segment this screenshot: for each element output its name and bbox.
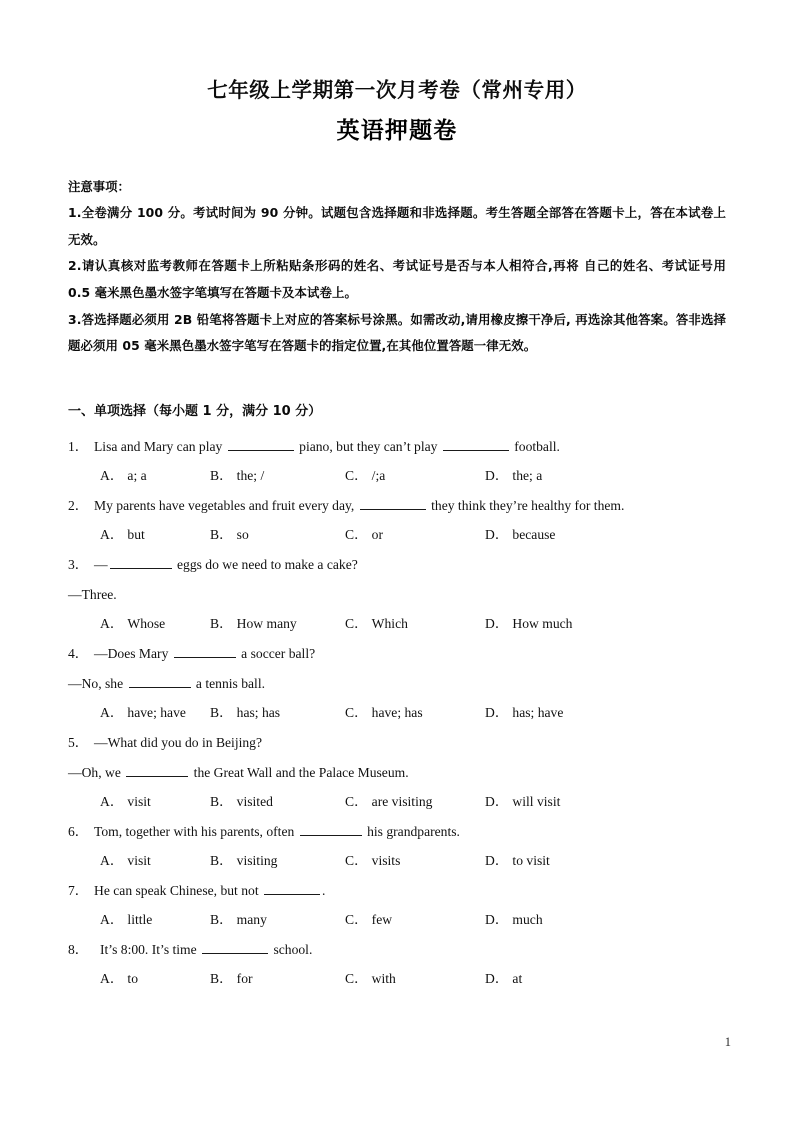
option-d[interactable]: D． to visit xyxy=(485,852,550,868)
answer-blank[interactable] xyxy=(129,674,191,688)
option-c[interactable]: C． have; has xyxy=(345,704,423,720)
option-a[interactable]: A． a; a xyxy=(100,467,147,483)
question-2 xyxy=(68,486,726,545)
question-4 xyxy=(68,634,726,723)
question-3 xyxy=(68,545,726,634)
answer-blank[interactable] xyxy=(443,437,509,451)
stem-text: It’s 8:00. It’s time xyxy=(100,941,201,957)
question-continuation: —Three. xyxy=(68,586,117,602)
option-c[interactable]: C． are visiting xyxy=(345,793,433,809)
question-continuation xyxy=(68,664,726,694)
cont-text: —No, she xyxy=(68,675,127,691)
option-b[interactable]: B． so xyxy=(210,526,249,542)
question-stem xyxy=(68,723,726,753)
option-d[interactable]: D． at xyxy=(485,970,523,986)
option-b[interactable]: B． has; has xyxy=(210,704,281,720)
option-b[interactable]: B． the; / xyxy=(210,467,265,483)
answer-blank[interactable] xyxy=(264,881,320,895)
option-b[interactable]: B． many xyxy=(210,911,267,927)
option-a[interactable]: A． visit xyxy=(100,852,151,868)
answer-blank[interactable] xyxy=(174,644,236,658)
question-number: 2． xyxy=(68,497,89,513)
notice-item-2: 2.请认真核对监考教师在答题卡上所粘贴条形码的姓名、考试证号是否与本人相符合,再将 自己的姓名、考试证号用 0.5 毫米黑色墨水签字笔填写在答题卡及本试卷上。 xyxy=(68,258,726,300)
notice-item-1: 1.全卷满分 100 分。考试时间为 90 分钟。试题包含选择题和非选择题。考生答题全部答在答题卡上，答在本试卷上无效。 xyxy=(68,204,726,247)
stem-text: a soccer ball? xyxy=(237,645,316,661)
stem-text: football. xyxy=(510,438,560,454)
option-d[interactable]: D． will visit xyxy=(485,793,561,809)
option-c[interactable]: C． visits xyxy=(345,852,401,868)
option-a[interactable]: A． have; have xyxy=(100,704,186,720)
option-b[interactable]: B． visiting xyxy=(210,852,278,868)
question-continuation xyxy=(68,753,726,783)
question-stem xyxy=(68,634,726,664)
question-number: 5． xyxy=(68,734,89,750)
question-5 xyxy=(68,723,726,812)
page-subtitle: 英语押题卷 xyxy=(336,117,458,144)
cont-text: a tennis ball. xyxy=(192,675,266,691)
stem-text: Tom, together with his parents, often xyxy=(94,823,298,839)
option-b[interactable]: B． for xyxy=(210,970,253,986)
stem-text: He can speak Chinese, but not xyxy=(94,882,262,898)
option-d[interactable]: D． How much xyxy=(485,615,573,631)
question-stem xyxy=(68,812,726,842)
option-row xyxy=(68,605,726,634)
question-stem xyxy=(68,871,726,901)
stem-text: My parents have vegetables and fruit every day, xyxy=(94,497,358,513)
option-a[interactable]: A． visit xyxy=(100,793,151,809)
option-c[interactable]: C． with xyxy=(345,970,396,986)
question-number: 7． xyxy=(68,882,89,898)
option-row xyxy=(68,842,726,871)
option-a[interactable]: A． to xyxy=(100,970,138,986)
stem-text: his grandparents. xyxy=(363,823,460,839)
option-a[interactable]: A． but xyxy=(100,526,145,542)
answer-blank[interactable] xyxy=(228,437,294,451)
question-number: 8． xyxy=(68,941,89,957)
answer-blank[interactable] xyxy=(110,555,172,569)
notice-heading: 注意事项： xyxy=(68,179,130,195)
option-row xyxy=(68,516,726,545)
option-row xyxy=(68,457,726,486)
stem-text: Lisa and Mary can play xyxy=(94,438,226,454)
option-d[interactable]: D． much xyxy=(485,911,543,927)
cont-text: —Oh, we xyxy=(68,764,125,780)
question-number: 1． xyxy=(68,438,89,454)
question-number: 3． xyxy=(68,556,89,572)
stem-text: — xyxy=(94,556,108,572)
notice-item-3: 3.答选择题必须用 2B 铅笔将答题卡上对应的答案标号涂黑。如需改动,请用橡皮擦干净后, 再选涂其他答案。答非选择题必须用 05 毫米黑色墨水签字笔写在答题卡的指定位置,在其他位置答题一律无效。 xyxy=(68,311,726,354)
stem-text: —Does Mary xyxy=(94,645,172,661)
option-c[interactable]: C． Which xyxy=(345,615,408,631)
option-row xyxy=(68,783,726,812)
question-stem xyxy=(68,427,726,457)
option-row xyxy=(68,694,726,723)
answer-blank[interactable] xyxy=(126,763,188,777)
cont-text: the Great Wall and the Palace Museum. xyxy=(190,764,409,780)
option-a[interactable]: A． Whose xyxy=(100,615,166,631)
option-a[interactable]: A． little xyxy=(100,911,153,927)
option-row xyxy=(68,960,726,989)
stem-text: . xyxy=(322,882,326,898)
answer-blank[interactable] xyxy=(300,822,362,836)
answer-blank[interactable] xyxy=(360,496,426,510)
question-number: 6． xyxy=(68,823,89,839)
section-heading-multiple-choice: 一、单项选择（每小题 1 分，满分 10 分） xyxy=(68,403,322,419)
option-b[interactable]: B． visited xyxy=(210,793,273,809)
question-6 xyxy=(68,812,726,871)
stem-text: piano, but they can’t play xyxy=(295,438,441,454)
page-content xyxy=(68,0,726,989)
option-row xyxy=(68,901,726,930)
answer-blank[interactable] xyxy=(202,940,268,954)
notice-section xyxy=(68,175,726,360)
stem-text: eggs do we need to make a cake? xyxy=(173,556,358,572)
option-d[interactable]: D． because xyxy=(485,526,556,542)
question-number: 4． xyxy=(68,645,89,661)
question-1 xyxy=(68,427,726,486)
question-stem xyxy=(68,930,726,960)
option-b[interactable]: B． How many xyxy=(210,615,297,631)
option-c[interactable]: C． /;a xyxy=(345,467,386,483)
page-title: 七年级上学期第一次月考卷（常州专用） xyxy=(207,78,587,102)
question-stem xyxy=(68,486,726,516)
option-d[interactable]: D． the; a xyxy=(485,467,543,483)
option-c[interactable]: C． or xyxy=(345,526,383,542)
stem-text: school. xyxy=(270,941,313,957)
question-7 xyxy=(68,871,726,930)
stem-text: they think they’re healthy for them. xyxy=(427,497,625,513)
option-d[interactable]: D． has; have xyxy=(485,704,564,720)
question-8 xyxy=(68,930,726,989)
page-number: 1 xyxy=(724,1035,731,1049)
question-stem xyxy=(68,545,726,575)
option-c[interactable]: C． few xyxy=(345,911,393,927)
stem-text: —What did you do in Beijing? xyxy=(94,734,263,750)
